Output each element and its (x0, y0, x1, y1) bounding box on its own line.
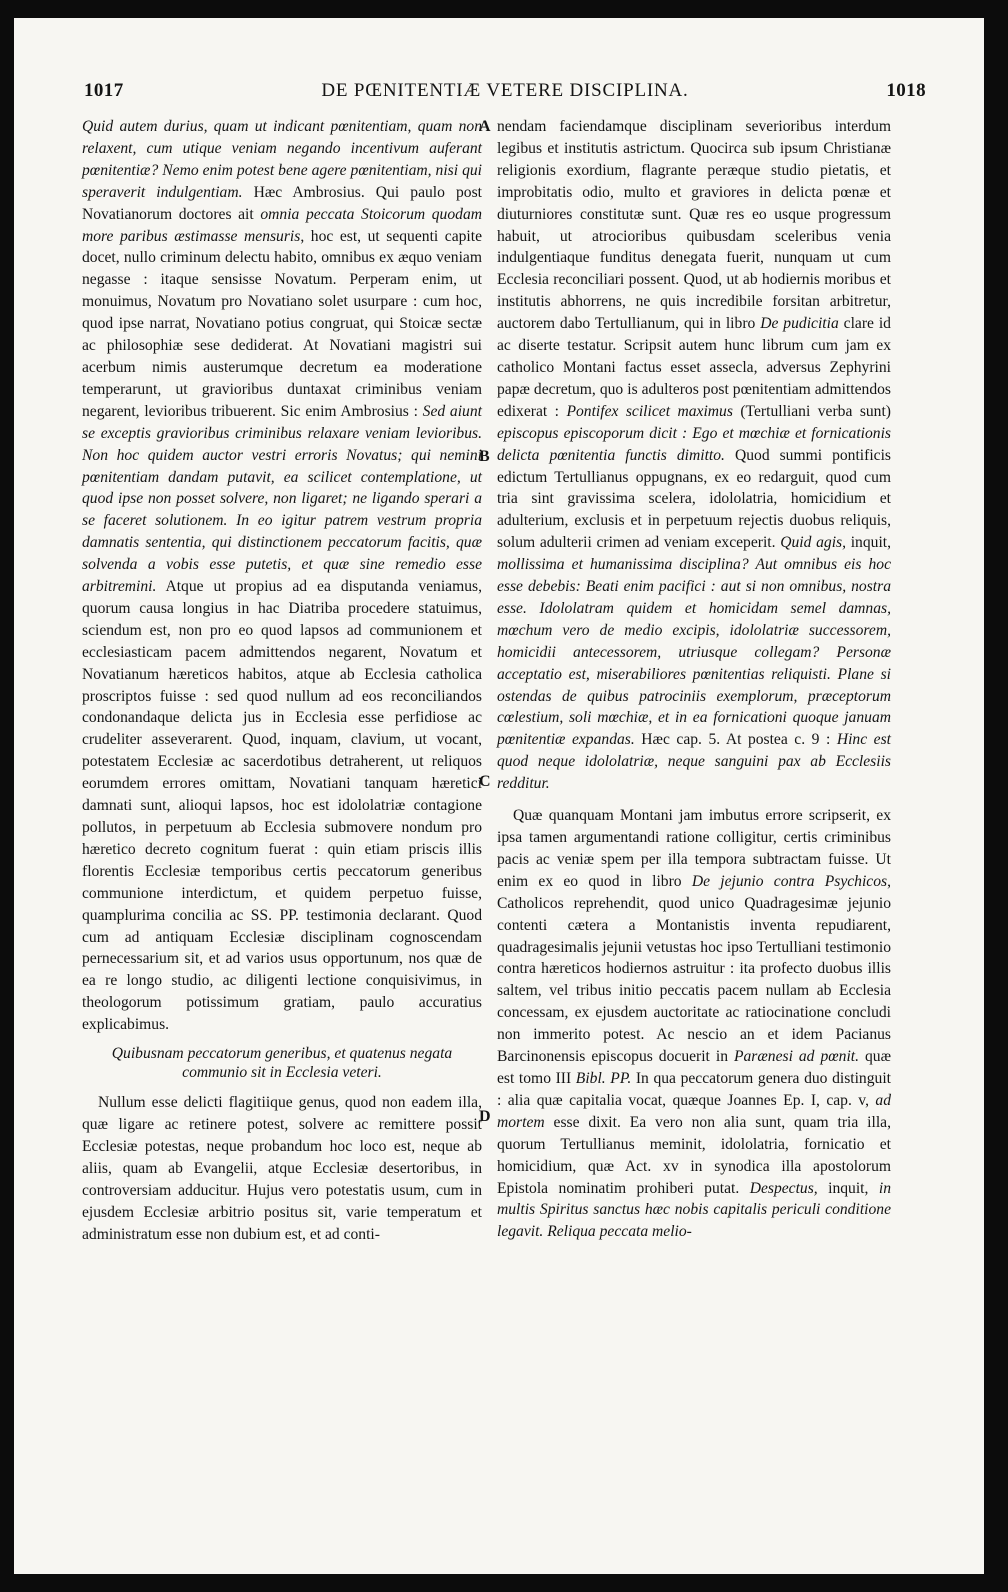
margin-letter-b: B (479, 448, 490, 465)
body-text: , hoc est, ut sequenti capite docet, nullo criminum delectu habito, omnibus ex æquo veniam negasse : itaque sensisse Novatum. Perperam enim, ut monuimus, Novatum pro Novatiano solet usurpare : cum hoc, quod ipse narrat, Novatiano potius congruat, qui Stoicæ sectæ ac philosophiæ sese dediderat. At Novatiani magistri sui acerbum nimis austerumque decretum ea moderatione temperarunt, ut gravioribus duntaxat criminibus veniam negarent, levioribus tribuerent. Sic enim Ambrosius : (82, 227, 482, 420)
body-text: Quod summi pontificis edictum Tertullianus oppugnans, ex eo redarguit, quod cum tria sint gravissima scelera, idololatria, homicidium et adulterium, exclusis et in perpetuum rejectis duobus reliquis, solum adulterii crimen ad veniam exceperit. (497, 446, 891, 552)
left-page-number: 1017 (84, 80, 124, 101)
right-paragraph-1 (497, 116, 891, 795)
left-paragraph-1 (82, 116, 482, 1036)
body-text: (Tertulliani verba sunt) (732, 402, 892, 420)
italic-title: De pudicitia (760, 315, 839, 333)
body-text: inquit, (846, 534, 892, 552)
italic-quote: Pontifex scilicet maximus (566, 402, 733, 420)
italic-title: De jejunio contra Psychicos (691, 872, 888, 890)
section-heading: Quibusnam peccatorum generibus, et quatenus negata communio sit in Ecclesia veteri. (111, 1045, 453, 1082)
margin-letter-d: D (479, 1108, 491, 1125)
italic-quote: omnia peccata Stoicorum quodam more paribus æstimasse mensuris (82, 205, 483, 245)
margin-letter-c: C (479, 773, 491, 790)
italic-quote: Hinc est quod neque idololatriæ, neque sanguini pax ab Ecclesiis redditur. (497, 731, 891, 793)
right-paragraph-2 (497, 805, 891, 1243)
body-text: quæ est tomo III (497, 1048, 891, 1087)
book-page (14, 18, 984, 1574)
italic-quote: Quid autem durius, quam ut indicant pœnitentiam, quam non relaxent, cum utique veniam negando incentivum auferant pœnitentiæ? Nemo enim potest bene agere pœnitentiam, nisi qui speraverit indulgentiam. (82, 118, 482, 201)
italic-quote: mollissima et humanissima disciplina? Aut omnibus eis hoc esse debebis: Beati enim pacifici : aut si non omnibus, nostra esse. Idololatram quidem et homicidam semel damnas, mœchum vero de medio excipis, idololatriæ successorem, homicidii antecessorem, utriusque collegam? Personæ acceptatio est, miserabiliores pœnitentias reliquisti. Plane si ostendas de quibus patrociniis exemplorum, præceptorum cœlestium, soli mœchiæ, et in ea fornicationi quoque januam pœnitentiæ expandas. (497, 556, 891, 749)
body-text: In qua peccatorum genera duo distinguit : alia quæ capitalia vocat, quæque Joannes Ep. I, cap. v, (497, 1069, 891, 1109)
body-text: Hæc Ambrosius. Qui paulo post Novatianorum doctores ait (82, 183, 482, 223)
left-paragraph-2: Nullum esse delicti flagitiique genus, quod non eadem illa, quæ ligare ac retinere potest, solvere ac remittere possit Ecclesiæ potestas, neque probandum hoc loco est, neque ab aliis, quam ab Evangelii, atque Ecclesiæ desertoribus, in controversiam adducitur. Hujus vero potestatis usum, cum in ejusdem Ecclesiæ arbitrio positus sit, varie temperatum et administratum esse non dubium est, et ad conti- (82, 1094, 482, 1243)
italic-quote: Quid agis, (780, 534, 847, 552)
italic-quote: ad mortem (497, 1091, 891, 1131)
running-title: DE PŒNITENTIÆ VETERE DISCIPLINA. (321, 80, 689, 101)
body-text: Quæ quanquam Montani jam imbutus errore scripserit, ex ipsa tamen argumentandi ratione colligitur, certis criminibus pacis ac veniæ spem per illa tempora subtractam fuisse. Ut enim ex eo quod in libro (497, 807, 891, 890)
body-text: Atque ut propius ad ea disputanda veniamus, quorum causa longius in hac Diatriba procedere statuimus, sciendum est, non pro eo quod lapsos ad communionem et ecclesiasticam pacem admittendos negarent, Novatum et Novatianum hæreticos habitos, atque ab Ecclesia catholica proscriptos fuisse : sed quod nullum ad eos reconciliandos condonandaque delicta jus in Ecclesia esse perfidiose ac crudeliter asseverarent. Quod, inquam, clavium, ut vocant, potestatem Ecclesiæ ac sacerdotibus detraherent, ut reliquos eorumdem errores omittam, Novatiani tanquam hæretici damnati sunt, alioqui lapsos, hoc est idololatriæ contagione pollutos, in perpetuum ab Ecclesia submovere nondum pro hæretico decreto cognitum fuerat : quin etiam priscis illis florentis Ecclesiæ temporibus certis peccatorum generibus communione interdictum, et quidem perpetuo fuisse, quamplurima concilia ac SS. PP. testimonia declarant. Quod cum ad antiquam Ecclesiæ disciplinam cognoscendam pernecessarium sit, et ad varios usus opportunum, nos quæ de ea re longo studio, ac diligenti lectione conquisivimus, in theologorum potissimum gratiam, paulo accuratius explicabimus. (82, 578, 482, 1034)
left-column (82, 116, 482, 1245)
margin-letter-a: A (479, 118, 491, 135)
body-text: nendam faciendamque disciplinam severioribus interdum legibus et institutis astrictum. Quocirca sub ipsum Christianæ religionis exordium, flagrante peræque studio pietatis, et improbitatis odio, multo et graviores in delicta pœnæ et diuturniores constitutæ sunt. Quæ res eo usque progressum habuit, ut atrocioribus quibusdam sceleribus venia indulgentiaque funditus denegata fuerit, nunquam ut cum Ecclesia reconciliari possent. Quod, ut ab hodiernis moribus et institutis abhorrens, ne quis incredibile forsitan arbitretur, auctorem dabo Tertullianum, qui in libro (497, 118, 891, 333)
italic-title: Bibl. PP. (575, 1069, 632, 1087)
body-text: clare id ac diserte testatur. Scripsit autem hunc librum cum jam ex catholico Montani factus esset assecla, adversus Zephyrini papæ decretum, quo is adulteros post pœnitentiam admittendos edixerat : (497, 315, 891, 420)
body-text: , Catholicos reprehendit, quod unico Quadragesimæ jejunio contenti cætera a Montanistis inventa repudiarent, quadragesimalis jejunii vetustas hoc ipso Tertulliani testimonio contra hæreticos hodiernos astruitur : ita profecto duobus illis saltem, vel tribus initio peccatis pacem nullam ab Ecclesia concessam, ex ejusdem auctoritate ac ratiocinatione concludi non immerito potest. Ac nescio an et idem Pacianus Barcinonensis episcopus docuerit in (497, 872, 891, 1066)
body-text: inquit, (817, 1179, 879, 1197)
italic-quote: Sed aiunt se exceptis gravioribus criminibus relaxare veniam levioribus. Non hoc quidem auctor vestri erroris Novatus; qui nemini pœnitentiam dandam putavit, ea scilicet contemplatione, ut quod ipse non posset solvere, non ligaret; ne ligando sperari a se faceret solutionem. In eo igitur patrem vestrum propria damnatis sententia, qui distinctionem peccatorum facitis, quæ solvenda a vobis esse putetis, et quæ sine remedio esse arbitremini. (82, 402, 482, 596)
right-page-number: 1018 (886, 80, 926, 101)
italic-quote: episcopus episcoporum dicit : Ego et mœchiæ et fornicationis delicta pœnitentia functis dimitto. (497, 424, 891, 464)
body-text: Hæc cap. 5. At postea c. 9 : (634, 731, 837, 749)
italic-title: Parænesi ad pœnit. (733, 1048, 860, 1066)
italic-quote: Despectus, (749, 1179, 818, 1197)
body-text: esse dixit. Ea vero non alia sunt, quam tria illa, quorum Tertullianus meminit, idololatria, fornicatio et homicidium, quæ Act. xv in synodica illa apostolorum Epistola nominatim prohiberi putat. (497, 1113, 891, 1197)
running-header (84, 80, 926, 110)
italic-quote: in multis Spiritus sanctus hæc nobis capitalis periculi conditione legavit. Reliqua peccata melio- (497, 1179, 891, 1241)
right-column (497, 116, 891, 1243)
